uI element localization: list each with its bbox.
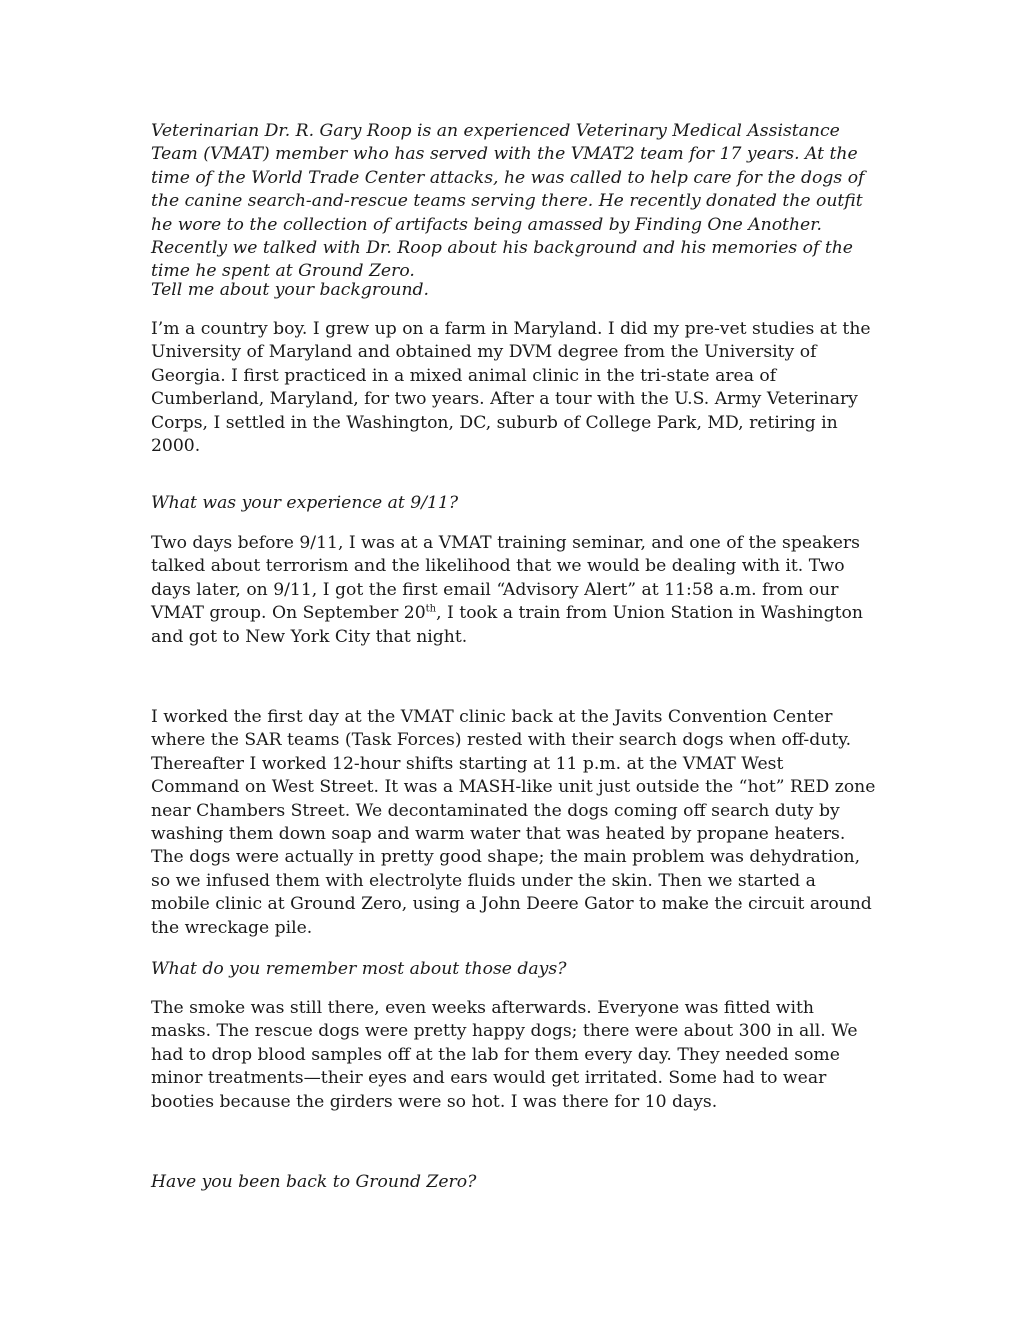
intro-paragraph: Veterinarian Dr. R. Gary Roop is an experienced Veterinary Medical Assistance Team (VMAT) member who has served with the VMAT2 team for 17 years. At the time of the World Trade Center attacks, he was called to help care for the dogs of the canine search-and-rescue teams serving there. He recently donated the outfit he wore to the collection of artifacts being amassed by Finding One Another. Recently we talked with Dr. Roop about his background and his memories of the time he spent at Ground Zero. [151, 121, 865, 282]
question-background: Tell me about your background. [151, 280, 429, 300]
answer-experience-part2: I worked the first day at the VMAT clinic back at the Javits Convention Center where the SAR teams (Task Forces) rested with their search dogs when off-duty. Thereafter I worked 12-hour shifts starting at 11 p.m. at the VMAT West Command on West Street. It was a MASH-like unit just outside the “hot” RED zone near Chambers Street. We decontaminated the dogs coming off search duty by washing them down soap and warm water that was heated by propane heaters. The dogs were actually in pretty good shape; the main problem was dehydration, so we infused them with electrolyte fluids under the skin. Then we started a mobile clinic at Ground Zero, using a John Deere Gator to make the circuit around the wreckage pile. [151, 707, 876, 938]
question-experience: What was your experience at 9/11? [151, 493, 459, 513]
answer-experience-text-a: Two days before 9/11, I was at a VMAT training seminar, and one of the speakers talked about terrorism and the likelihood that we would be dealing with it. Two days later, on 9/11, I got the first email “Advisory Alert” at 11:58 a.m. from our VMAT group. On September 20 [151, 533, 860, 624]
answer-experience-text-b: , I took a train from Union Station in Washington and got to New York City that night. [151, 603, 863, 647]
question-remember: What do you remember most about those days? [151, 959, 567, 979]
ordinal-superscript: th [425, 603, 437, 615]
answer-remember: The smoke was still there, even weeks afterwards. Everyone was fitted with masks. The rescue dogs were pretty happy dogs; there were about 300 in all. We had to drop blood samples off at the lab for them every day. They needed some minor treatments—their eyes and ears would get irritated. Some had to wear booties because the girders were so hot. I was there for 10 days. [151, 998, 858, 1112]
question-been-back: Have you been back to Ground Zero? [151, 1172, 477, 1192]
answer-background: I’m a country boy. I grew up on a farm in Maryland. I did my pre-vet studies at the University of Maryland and obtained my DVM degree from the University of Georgia. I first practiced in a mixed animal clinic in the tri-state area of Cumberland, Maryland, for two years. After a tour with the U.S. Army Veterinary Corps, I settled in the Washington, DC, suburb of College Park, MD, retiring in 2000. [151, 319, 871, 457]
answer-experience-part1 [151, 532, 876, 649]
